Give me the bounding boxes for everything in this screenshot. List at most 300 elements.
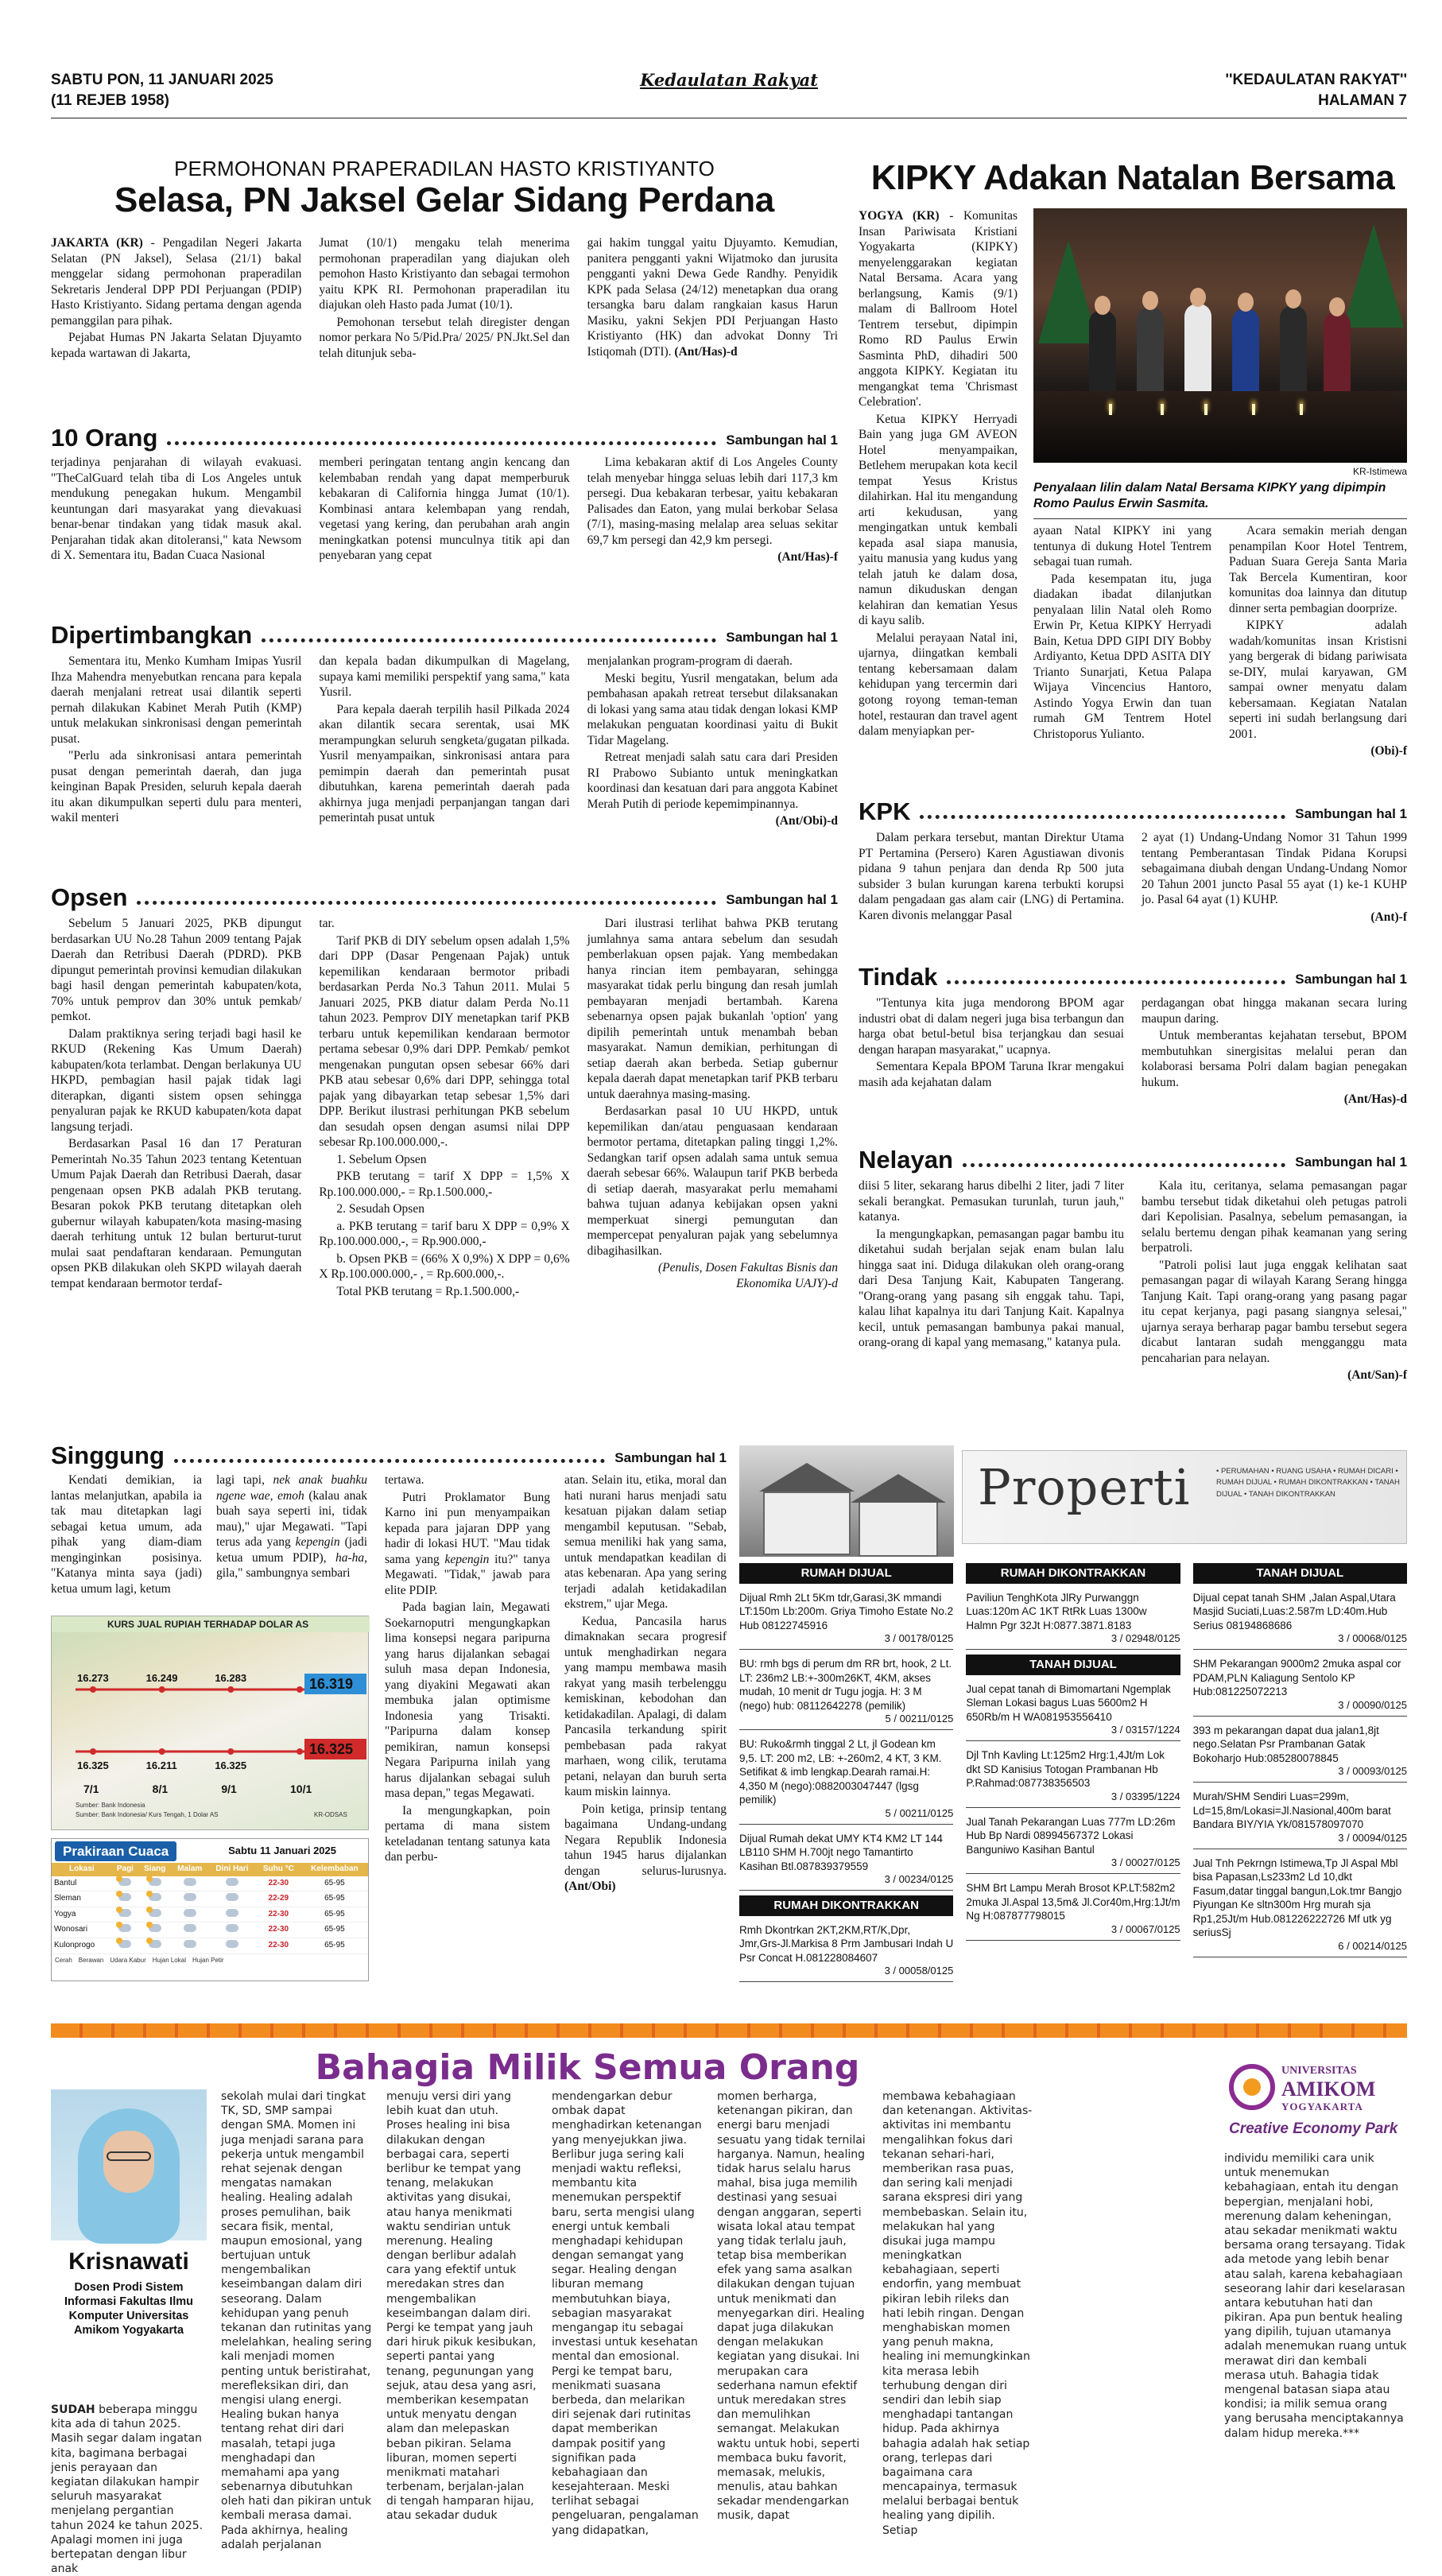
property-title: Properti (978, 1458, 1191, 1516)
person-head (1190, 288, 1206, 307)
paragraph: Berdasarkan Pasal 16 dan 17 Peraturan Pemerintah No.35 Tahun 2023 tentang Ketentuan Umum Pajak Daerah dan Retribusi Daerah, dasar pengenaan opsen PKB adalah PKB terutang. Besaran pokok PKB terutang ditetapkan oleh gubernur wilayah kabupaten/kota masing-masing daerah terhitung untuk 12 bulan berturut-turut mulai saat pendaftaran kendaraan. Pemungutan opsen PKB dilakukan oleh SKPD wilayah daerah tempat kendaraan bermotor terdaf- (51, 1137, 302, 1290)
ad-code: 3 / 03395/1224 (1111, 1790, 1180, 1802)
classified-ad (1193, 1655, 1407, 1717)
data-label-top: 16.273 (77, 1672, 109, 1684)
ad-code: 3 / 00068/0125 (1338, 1632, 1407, 1645)
paragraph: "Patroli polisi laut juga enggak kelihatan saat pemasangan pagar di wilayah Karang Serang hingga Tanjung Kait. Tapi orang-orang yang pasang pagar itu cepat kerjanya, pagi pasang siangnya selesai," ujarnya seraya berharap pagar bambu tersebut segera dicabut lantaran sudah mengganggu mata pencaharian para nelayan. (1142, 1258, 1407, 1365)
opinion-col-5: momen berharga, ketenangan pikiran, dan energi baru menjadi sesuatu yang tidak ternilai harganya. Namun, healing tidak harus selalu harus mahal, bisa juga memilih destinasi yang sesuai dengan anggaran, seperti wisata lokal atau tempat yang tidak terlalu jauh, tetap bisa memberikan efek yang sama asalkan dilakukan dengan tujuan untuk menikmati dan menyegarkan diri. Healing dapat juga dilakukan dengan melakukan kegiatan yang disukai. Ini merupakan cara sederhana namun efektif untuk meredakan stres dan memulihkan semangat. Melakukan waktu untuk hobi, seperti membaca buku favorit, memasak, melukis, menulis, atau bahkan sekadar mendengarkan musik, dapat (717, 2090, 866, 2523)
paragraph: "Tentunya kita juga mendorong BPOM agar industri obat di dalam negeri juga bisa terbangun dan harga obat betul-betul bisa terjangkau dan sesuai dengan harapan masyarakat," ucapnya. (859, 996, 1124, 1057)
category-link[interactable]: PERUMAHAN (1220, 1467, 1270, 1476)
section-title: KPK (859, 797, 911, 825)
paragraph: Pada bagian lain, Megawati Soekarnoputri mengungkapkan lima konsepsi negara paripurna yang harus dijalankan sebagai suluh masa depan Indonesia, yang diyakini Megawati akan membuka jalan optimisme Indonesia yang Trisakti. "Paripurna dalam konsep pemikiran, namun konsepsi Negara Paripurna inilah yang harus dijalankan sebagai suluh masa depan," tegas Megawati. (385, 1600, 550, 1801)
ad-text: Dijual Rmh 2Lt 5Km tdr,Garasi,3K mmandi LT:150m Lb:200m. Griya Timoho Estate No.2 Hub 08122745916 (739, 1591, 954, 1631)
paragraph: Kendati demikian, ia lantas melanjutkan, apabila ia tak mau ditetapkan lagi sebagai ketua umum, ada pihak yang diam-diam menginginkan posisinya. "Katanya minta saya (jadi) ketua umum lagi, ketum (51, 1473, 202, 1596)
opinion-col-7: individu memiliki cara unik untuk menemukan kebahagiaan, entah itu dengan bepergian, menjalani hobi, merenung dalam keheningan, atau sekadar menikmati waktu bersama orang tersayang. Tidak ada metode yang lebih benar atau salah, karena kebahagiaan seseorang lahir dari keselarasan antara kebutuhan hati dan pikiran. Apa pun bentuk healing yang dipilih, tujuan utamanya adalah menemukan ruang untuk merawat diri dan kembali merasa utuh. Bahagia tidak mengenal batasan siapa atau kondisi; ia milik semua orang yang berusaha menciptakannya dalam hidup mereka.*** (1224, 2152, 1407, 2440)
nelayan-article-body (859, 1178, 1407, 1385)
list-item: 1. Sebelum Opsen (336, 1152, 427, 1166)
section-header-singgung (51, 1441, 727, 1468)
cloudy-rain-icon (184, 1924, 196, 1932)
paragraph (385, 1490, 550, 1599)
paragraph: menjalankan program-program di daerah. (587, 654, 793, 668)
weather-location: Kulonprogo (52, 1938, 112, 1953)
face (103, 2131, 154, 2193)
classified-ad (1193, 1787, 1407, 1849)
lead-word: SUDAH (51, 2403, 95, 2416)
classified-ad (966, 1746, 1180, 1808)
weather-humidity: 65-95 (301, 1938, 368, 1953)
list-item: 2. Sesudah Opsen (336, 1202, 424, 1216)
singgung-col-1 (51, 1472, 202, 1598)
x-tick-label: 10/1 (290, 1783, 312, 1795)
category-link[interactable]: RUMAH DIJUAL (1216, 1478, 1272, 1488)
article-signature: (Ant/Obi) (564, 1880, 616, 1894)
list-item: PKB terutang = tarif X DPP = 1,5% X Rp.100.000.000,- = Rp.1.500.000,- (319, 1170, 570, 1199)
paragraph (216, 1472, 367, 1581)
article-signature: (Ant/Has)-d (674, 344, 738, 359)
weather-cell (138, 1907, 171, 1922)
section-title: Opsen (51, 883, 128, 911)
article-signature: (Ant/Obi)-d (775, 814, 838, 828)
category-header: TANAH DIJUAL (966, 1655, 1180, 1675)
date-line: SABTU PON, 11 JANUARI 2025 (51, 72, 273, 88)
partly-cloudy-icon (118, 1924, 131, 1932)
columnist-role: Dosen Prodi Sistem Informasi Fakultas Ilmu Komputer Universitas Amikom Yogyakarta (64, 2281, 193, 2337)
paragraph: perdagangan obat hingga makanan secara luring maupun daring. (1142, 996, 1407, 1026)
weather-cell (171, 1891, 208, 1907)
ad-code: 3 / 00058/0125 (884, 1965, 954, 1977)
x-tick-label: 8/1 (152, 1783, 169, 1795)
paragraph: Untuk memberantas kejahatan tersebut, BPOM membutuhkan sinergisitas melalui peran dan kolaborasi bersama Polri dalam bagian penegakan hukum. (1142, 1029, 1407, 1089)
data-point-bottom (227, 1748, 234, 1755)
ad-code: 3 / 00067/0125 (1111, 1922, 1180, 1935)
paragraph: Ia mengungkapkan, poin pertama di mana sistem keteladanan tentang satunya kata dan perbu- (385, 1803, 550, 1864)
page-number: HALAMAN 7 (1318, 91, 1407, 109)
amikom-logo-icon (1229, 2064, 1275, 2110)
paragraph: Tarif PKB di DIY sebelum opsen adalah 1,5% dari DPP (Dasar Pengenaan Pajak) untuk kepemilikan kendaraan bermotor pribadi berdasarkan Perda No.3 Tahun 2011. Mulai 5 Januari 2025, PKB diatur dalam Perda No.11 tahun 2023. Pemprov DIY menetapkan tarif PKB terbaru untuk kepemilikan kendaraan bermotor pertama sebesar 0,9% dari DPP. Pemkab/ pemkot mengenakan pungutan opsen sebesar 66% dari PKB atau sebesar 0,6% dari DPP, sehingga total pajak yang dibayarkan tetap sebesar 1,5% dari DPP. Berikut ilustrasi perhitungan PKB sebelum dan sesudah opsen dengan asumsi nilai DPP sebesar Rp.100.000.000,-. (319, 933, 570, 1150)
hasto-col-3 (587, 235, 838, 363)
kipky-photo (1033, 208, 1407, 463)
house-facade (763, 1492, 851, 1555)
continuation-ref[interactable]: Sambungan hal 1 (726, 432, 838, 448)
weather-cell (138, 1922, 171, 1938)
classified-ad (739, 1589, 953, 1651)
data-label-bottom: 16.325 (77, 1759, 109, 1771)
opinion-col-2: sekolah mulai dari tingkat TK, SD, SMP sampai dengan SMA. Momen ini juga menjadi sarana para pekerja untuk mengambil rehat sejenak dengan mengatas namakan healing. Healing adalah proses pemulihan, baik secara fisik, mental, maupun emosional, yang bertujuan untuk mengembalikan keseimbangan dalam diri seseorang. Dalam kehidupan yang penuh tekanan dan rutinitas yang melelahkan, healing sering kali menjadi momen penting untuk beristirahat, merefleksikan diri, dan mengisi ulang energi. Healing bukan hanya tentang rehat diri dari masalah, tetapi juga menghadapi dan memahami apa yang sebenarnya dibutuhkan oleh hati dan pikiran untuk kembali merasa damai. Pada akhirnya, healing adalah perjalanan (221, 2090, 372, 2551)
photo-credit: KR-Istimewa (1352, 466, 1407, 477)
category-link[interactable]: TANAH DIJUAL (1216, 1478, 1400, 1499)
logo-text: UNIVERSITAS (1281, 2065, 1357, 2077)
hasto-col-2 (319, 235, 569, 363)
opsen-article-body (51, 916, 838, 1301)
kipky-col-3 (1229, 523, 1407, 761)
leader-dots (137, 901, 716, 905)
leader-dots (167, 441, 716, 445)
weather-humidity: 65-95 (301, 1876, 368, 1891)
paragraph: Dari ilustrasi terlihat bahwa PKB terutang jumlahnya sama antara sebelum dan sesudah pemberlakuan opsen pajak. Yang membedakan hanya rincian item pembayaran, sehingga masyarakat tidak perlu bingung dan resah jumlah pembayaran menjadi bertambah. Karena sebenarnya opsen pajak bukanlah 'option' yang dipilih pemerintah untuk menambah beban masyarakat. Namun demikian, perhitungan di setiap daerah akan berbeda. Setiap gubernur kepala daerah dapat menetapkan tarif PKB terbaru untuk daerahnya masing-masing. (587, 917, 838, 1101)
date-line-hijri: (11 REJEB 1958) (51, 91, 169, 109)
chart-source-1: Sumber: Bank Indonesia (76, 1802, 145, 1809)
data-point-top (90, 1686, 96, 1693)
paragraph: Melalui perayaan Natal ini, ujarnya, diingatkan kembali tentang kebersamaan dalam kehidupan yang tercermin dari gotong royong teman-teman hotel, restauran dan travel agent dalam menyiapkan per- (859, 630, 1018, 739)
paragraph: "Perlu ada sinkronisasi antara pemerintah pusat dengan pemerintah daerah, dan juga keinginan Bapak Presiden, seluruh kepala daerah itu akan dikumpulkan seperti dulu para menteri, wakil menteri (51, 749, 302, 825)
hasto-col-1 (51, 235, 301, 363)
text-run: Poin ketiga, prinsip tentang bagaimana Undang-undang Negara Republik Indonesia tahun 1945 harus dijalankan dengan selurus-lurusnya. (564, 1802, 727, 1878)
ad-text: SHM Brt Lampu Merah Brosot KP.LT:582m2 2muka Jl.Aspal 13,5m& Jl.Cor40m,Hrg:1Jt/m Ng H:087877798015 (966, 1882, 1180, 1922)
continuation-ref[interactable]: Sambungan hal 1 (1295, 1154, 1407, 1170)
cloudy-rain-icon (184, 1909, 196, 1917)
cloudy-rain-icon (226, 1893, 238, 1901)
article-headline: Selasa, PN Jaksel Gelar Sidang Perdana (114, 180, 774, 219)
tindak-article-body (859, 995, 1407, 1109)
ad-text: Jual Tanah Pekarangan Luas 777m LD:26m Hub Bp Nardi 08994567372 Lokasi Banguniwo Kasihan Bantul (966, 1815, 1176, 1856)
dateline: YOGYA (KR) (859, 209, 940, 223)
article-signature: (Obi)-f (1370, 744, 1407, 758)
section-title: Tindak (859, 963, 938, 991)
section-header-tindak (859, 962, 1407, 989)
classified-col-3 (1193, 1563, 1407, 1987)
leader-dots (963, 1163, 1285, 1167)
ad-code: 3 / 00093/0125 (1338, 1765, 1407, 1778)
classified-list (1193, 1589, 1407, 1957)
masthead-logo: Kedaulatan Rakyat (640, 70, 818, 90)
weather-title: Prakiraan Cuaca (55, 1841, 176, 1861)
paragraph: Retreat menjadi salah satu cara dari Presiden RI Prabowo Subianto untuk meningkatkan koordinasi dan kesatuan dari para anggota Kabinet Merah Putih di periode kepemimpinannya. (587, 751, 838, 811)
category-link[interactable]: RUMAH DIKONTRAKKAN (1278, 1478, 1368, 1488)
category-link[interactable]: RUMAH DICARI (1338, 1467, 1394, 1476)
classified-ad (966, 1813, 1180, 1875)
partly-cloudy-icon (149, 1940, 161, 1948)
text-run-italic: nek anak buahku ngene wae, emoh (216, 1473, 367, 1503)
cloudy-rain-icon (226, 1940, 238, 1948)
category-link[interactable]: TANAH DIKONTRAKKAN (1248, 1489, 1335, 1499)
cloudy-rain-icon (226, 1878, 238, 1886)
article-kicker: PERMOHONAN PRAPERADILAN HASTO KRISTIYANTO (174, 157, 715, 180)
weather-cell (208, 1876, 256, 1891)
weather-row (52, 1876, 368, 1891)
data-label-bottom: 16.325 (215, 1759, 247, 1771)
continuation-ref[interactable]: Sambungan hal 1 (614, 1449, 727, 1465)
paragraph: tertawa. (385, 1473, 424, 1487)
x-tick-label: 7/1 (83, 1783, 99, 1795)
ad-text: Dijual Rumah dekat UMY KT4 KM2 LT 144 LB110 SHM H.700jt nego Tamantirto Kasihan Btl.087839379559 (739, 1832, 943, 1872)
classified-ad (966, 1879, 1180, 1941)
paragraph: tar. (319, 917, 335, 930)
header-date (51, 70, 273, 111)
header-page-info (1226, 70, 1407, 111)
weather-temperature: 22-29 (256, 1891, 301, 1907)
paragraph: Berdasarkan pasal 10 UU HKPD, untuk kepemilikan dan/atau penguasaan kendaraan bermotor pertama, ditetapkan paling tinggi 1,2%. Sedangkan tarif opsen adalah sama untuk semua daerah sebesar 66%. Walaupun tarif PKB berbeda di setiap daerah, masyarakat perlu memahami bahwa tujuan adanya kebijakan opsen yakni memperkuat sinergi pemungutan dan mempercepat penyaluran pajak yang sebelumnya dibagihasilkan. (587, 1104, 838, 1258)
person-head (1329, 297, 1345, 316)
person-head (1095, 296, 1111, 315)
partly-cloudy-icon (118, 1893, 131, 1901)
dateline: JAKARTA (KR) (51, 236, 143, 250)
weather-row (52, 1938, 368, 1953)
weather-temperature: 22-30 (256, 1938, 301, 1953)
paragraph: KIPKY adalah wadah/komunitas insan Kristisni yang bergerak di bidang pariwisata se-DIY, mulai karyawan, GM sampai owner menyatu dalam kebersamaan. Kegiatan Natalan seperti ini sudah berlangsung dari 2001. (1229, 619, 1407, 741)
paragraph: Pada kesempatan itu, juga diadakan ibadat dilanjutkan penyalaan lilin Natal oleh Romo Erwin Pr, Ketua KIPKY Herryadi Bain, Ketua DPD GIPI DIY Bobby Ardiyanto, Ketua DPD ASITA DIY Trianto Sunarjati, Ketua Palapa Wijaya Vincencius Hantoro, Astindo Yogya Erwin dan tuan rumah GM Tentrem Hotel Christoporus Yulianto. (1033, 572, 1211, 741)
weather-cell (171, 1938, 208, 1953)
text-run: , gila," sambungnya sembari (216, 1550, 367, 1581)
list-item: a. PKB terutang = tarif baru X DPP = 0,9% X Rp.100.000.000,-, = Rp.900.000,- (319, 1219, 570, 1249)
ad-text: Djl Tnh Kavling Lt:125m2 Hrg:1,4Jt/m Lok dkt SD Kanisius Totogan Prambanan Hb P.Rahmad:087738356503 (966, 1749, 1165, 1790)
article-signature: (Penulis, Dosen Fakultas Bisnis dan Ekonomika UAJY)-d (657, 1261, 838, 1290)
paragraph-text: - Komunitas Insan Pariwisata Kristiani Yogyakarta (KIPKY) menyelenggarakan kegiatan Natal Bersama. Acara yang berlangsung, Kamis (9/1) malam di Ballroom Hotel Tentrem tersebut, dipimpin Romo RD Paulus Erwin Sasminta PhD, dihadiri 500 anggota KIPKY. Kegiatan itu mengangkat tema 'Chrismast Celebration'. (859, 209, 1018, 409)
weather-legend-item: Hujan Lokal (152, 1956, 186, 1964)
paragraph: Ketua KIPKY Herryadi Bain yang juga GM AVEON Hotel menyampaikan, Betlehem merupakan kota kecil tempat Yesus Kristus dilahirkan. Hal itu mengandung arti kekudusan, yang mengingatkan untuk kembali kepada asal siapa manusia, yaitu manusia yang kudus yang telah jatuh ke dalam dosa, namun dikuduskan dengan kelahiran dan kematian Yesus di kayu salib. (859, 412, 1018, 628)
ad-text: Dijual cepat tanah SHM ,Jalan Aspal,Utara Masjid Suciati,Luas:2.587m LD:40m.Hub Serius 08194868686 (1192, 1591, 1396, 1631)
paragraph: ayaan Natal KIPKY ini yang tentunya di dukung Hotel Tentrem sebagai tuan rumah. (1033, 524, 1211, 569)
classified-ad (739, 1735, 953, 1825)
classified-ad (1193, 1854, 1407, 1957)
partly-cloudy-icon (118, 1878, 131, 1886)
weather-table-body (52, 1876, 368, 1953)
partly-cloudy-icon (149, 1878, 161, 1886)
weather-row (52, 1891, 368, 1907)
weather-column-header: Malam (171, 1863, 208, 1876)
continuation-ref[interactable]: Sambungan hal 1 (1295, 805, 1407, 821)
cloudy-rain-icon (226, 1909, 238, 1917)
chart-badge-high-value: 16.319 (309, 1676, 354, 1692)
house-roof (759, 1463, 855, 1492)
christmas-tree (1343, 224, 1404, 328)
section-header-opsen (51, 883, 838, 910)
page-header (51, 70, 1407, 114)
chart-code: KR-ODSAS (314, 1811, 347, 1818)
data-label-bottom: 16.211 (145, 1759, 177, 1771)
weather-cell (208, 1907, 256, 1922)
article-signature: (Ant)-f (1370, 910, 1407, 924)
kipky-headline: KIPKY Adakan Natalan Bersama (870, 158, 1395, 197)
ad-text: 393 m pekarangan dapat dua jalan1,8jt nego.Selatan Psr Prambanan Gatak Bokoharjo Hub:085280078845 (1192, 1724, 1379, 1764)
chart-source-2: Sumber: Bank Indonesia/ Kurs Tengah, 1 Dolar AS (76, 1811, 219, 1818)
category-header: RUMAH DIJUAL (739, 1563, 953, 1584)
list-item: b. Opsen PKB = (66% X 0,9%) X DPP = 0,6% X Rp.100.000.000,- , = Rp.600.000,-. (319, 1251, 570, 1282)
category-link[interactable]: RUANG USAHA (1276, 1467, 1332, 1476)
paragraph: Lima kebakaran aktif di Los Angeles County telah menyebar hingga seluas lebih dari 117,3 km persegi. Dua kebakaran terbesar, yaitu kebakaran Palisades dan Eaton, yang mulai berkobar Selasa (7/1), masing-masing melalap area seluas sekitar 69,7 km persegi dan 42,9 km persegi. (587, 456, 838, 547)
hasto-article-body (51, 235, 838, 363)
weather-temperature: 22-30 (256, 1876, 301, 1891)
paragraph: Dalam perkara tersebut, mantan Direktur Utama PT Pertamina (Persero) Karen Agustiawan divonis pidana 9 tahun penjara dan denda Rp 500 juta subsider 3 bulan kurungan karena terbukti korupsi dalam pengadaan gas alam cair (LNG) di Pertamina. Karen divonis melanggar Pasal (859, 831, 1124, 922)
weather-cell (171, 1876, 208, 1891)
person (1184, 304, 1211, 405)
dipertimbangkan-article-body (51, 654, 838, 831)
classified-list (739, 1921, 953, 1983)
weather-cell (171, 1922, 208, 1938)
ad-text: Murah/SHM Sendiri Luas=299m, Ld=15,8m/Lokasi=Jl.Nasional,400m barat Bandara BIY/YIA Yk/081578097070 (1192, 1790, 1391, 1831)
weather-cell (112, 1922, 138, 1938)
paragraph: Ia mengungkapkan, pemasangan pagar bambu itu diketahui sudah berjalan sejak enam bulan lalu hingga saat ini. Diduga dilakukan oleh orang-orang dari Desa Tanjung Kait, Kabupaten Tangerang. "Orang-orang yang pasang sih enggak tahu. Tapi, kalau lihat kapalnya itu dari Tanjung Kait. Kapalnya kecil, untuk pemasangan bambunya pakai manual, orang-orang di kapal yang memasang," katanya pula. (859, 1227, 1124, 1350)
opinion-col-1 (51, 2403, 207, 2576)
ad-code: 3 / 00094/0125 (1338, 1831, 1407, 1844)
ad-text: Jual Tnh Pekrngn Istimewa,Tp Jl Aspal Mbl bisa Papasan,Ls233m2 Ld 10,dkt Fasum,datar tinggal bangun,Lok.tmr Bangjo Piyungan Ke sltn300m Hrg murah sja Rp1,25Jt/m Hub.081226222726 Mf utk yg seriusSj (1192, 1856, 1402, 1939)
paragraph (564, 1802, 727, 1895)
paper-name: ''KEDAULATAN RAKYAT'' (1225, 72, 1407, 88)
category-header: RUMAH DIKONTRAKKAN (739, 1895, 953, 1916)
data-point-bottom (297, 1748, 303, 1755)
candle (1161, 404, 1164, 415)
ad-code: 3 / 00234/0125 (884, 1873, 954, 1886)
weather-location: Sleman (52, 1891, 112, 1907)
candle (1109, 404, 1112, 415)
opinion-col-6: membawa kebahagiaan dan ketenangan. Aktivitas-aktivitas ini membantu mengalihkan fokus dari tekanan sehari-hari, memberikan rasa puas, dan sering kali menjadi sarana ekspresi diri yang membebaskan. Selain itu, melakukan hal yang disukai juga mampu meningkatkan kebahagiaan, seperti endorfin, yang membuat pikiran lebih rileks dan hati lebih ringan. Dengan menghabiskan momen yang penuh makna, healing ini memungkinkan kita merasa lebih terhubung dengan diri sendiri dan lebih siap menghadapi tantangan hidup. Pada akhirnya bahagia adalah hak setiap orang, terlepas dari bagaimana cara mencapainya, termasuk melalui berbagai bentuk healing yang dipilih. Setiap (882, 2090, 1033, 2537)
partly-cloudy-icon (118, 1940, 131, 1948)
weather-location: Wonosari (52, 1922, 112, 1938)
paragraph: atan. Selain itu, etika, moral dan hati nurani harus menjadi satu kesatuan pijakan dalam setiap mengambil keputusan. "Sebab, semua meniliki hak yang sama, untuk mendapatkan keadilan di atas kebenaran. Apa yang sering terjadi adalah ketidakadilan ekstrem," ujar Mega. (564, 1473, 727, 1612)
text-run: (kalau anak buah saya seperti ini, tidak mau)," ujar Megawati. "Tapi terus ada yang (216, 1488, 367, 1550)
text-run-italic: kepengin (444, 1552, 490, 1566)
category-header: TANAH DIJUAL (1193, 1563, 1407, 1584)
chart-badge-low-value: 16.325 (309, 1741, 354, 1757)
logo-text: YOGYAKARTA (1281, 2101, 1363, 2112)
weather-cell (112, 1938, 138, 1953)
ad-text: Rmh Dkontrkan 2KT,2KM,RT/K,Dpr, Jmr,Grs-Jl.Markisa 8 Prm Jambusari Indah U Psr Concat H.081228084607 (739, 1923, 954, 1964)
opinion-col-3: menuju versi diri yang lebih kuat dan utuh. Proses healing ini bisa dilakukan dengan berbagai cara, seperti berlibur ke tempat yang tenang, melakukan aktivitas yang disukai, atau hanya menikmati waktu sendirian untuk merenung. Healing dengan berlibur adalah cara yang efektif untuk meredakan stres dan mengembalikan keseimbangan dalam diri. Pergi ke tempat yang jauh dari hiruk pikuk kesibukan, seperti pantai yang tenang, pegunungan yang sejuk, atau desa yang asri, memberikan kesempatan untuk menyatu dengan alam dan melepaskan beban pikiran. Selama liburan, momen seperti menikmati matahari terbenam, berjalan-jalan di tengah hamparan hijau, atau sekadar duduk (386, 2090, 537, 2523)
section-title: Dipertimbangkan (51, 621, 253, 649)
category-header: RUMAH DIKONTRAKKAN (966, 1563, 1180, 1584)
paragraph: diisi 5 liter, sekarang harus dibelhi 2 liter, jadi 7 liter sekali berangkat. Pemasukan turunlah, turun jauh," katanya. (859, 1179, 1124, 1224)
weather-column-header: Lokasi (52, 1863, 112, 1876)
data-label-top: 16.249 (145, 1672, 178, 1684)
paragraph: terjadinya penjarahan di wilayah evakuasi. "TheCalGuard telah tiba di Los Angeles untuk mendukung penegakan hukum. Mengambil keuntungan dari masyarakat yang dievakuasi benar-benar tindakan yang tidak masuk akal. Penjarahan tidak akan ditoleransi," kata Newsom di X. Sementara itu, Badan Cuaca Nasional (51, 456, 302, 563)
weather-cell (208, 1938, 256, 1953)
paragraph: Pemohonan tersebut telah diregister dengan nomor perkara No 5/Pid.Pra/ 2025/ PN.Jkt.Sel dan telah ditunjuk seba- (319, 315, 570, 360)
orang-article-body (51, 455, 838, 567)
columnist-name: Krisnawati (68, 2248, 189, 2275)
chart-title: KURS JUAL RUPIAH TERHADAP DOLAR AS (107, 1619, 309, 1630)
weather-cell (138, 1891, 171, 1907)
data-point-bottom (90, 1748, 96, 1755)
weather-location: Yogya (52, 1907, 112, 1922)
paragraph: Kala itu, ceritanya, selama pemasangan pagar bambu tersebut tidak diketahui oleh petugas patroli dari Kepolisian. Pasalnya, sebelum pemasangan, ia selalu bertemu dengan pihak keamanan yang sering berpatroli. (1142, 1179, 1407, 1255)
candle (1252, 404, 1255, 415)
weather-cell (138, 1876, 171, 1891)
weather-date: Sabtu 11 Januari 2025 (228, 1845, 336, 1856)
text-run-italic: kepengin (295, 1535, 340, 1550)
x-tick-label: 9/1 (221, 1783, 237, 1795)
ad-code: 3 / 00178/0125 (884, 1632, 954, 1645)
singgung-col-4 (564, 1472, 727, 1896)
continuation-ref[interactable]: Sambungan hal 1 (726, 891, 838, 907)
ad-code: 5 / 00211/0125 (885, 1713, 954, 1725)
property-classifieds (739, 1563, 1407, 1987)
paragraph (587, 235, 838, 359)
section-header-kpk (859, 797, 1407, 824)
ad-text: Paviliun TenghKota JlRy Purwanggn Luas:120m AC 1KT RtRk Luas 1300w Halmn Pgr 32Jt H:0877.3871.8183 (966, 1591, 1147, 1631)
paragraph: Para kepala daerah terpilih hasil Pilkada 2024 akan dilantik secara serentak, usai MK merampungkan seluruh sengketa/gugatan pilkada. Yusril menyampaikan, sinkronisasi antara para pemimpin daerah dan pemerintah pusat dibutuhkan, karena pemerintah daerah pada akhirnya juga menjadi perpanjangan tangan dari pemerintah pusat untuk (319, 702, 570, 825)
classified-ad (966, 1680, 1180, 1742)
leader-dots (174, 1459, 605, 1463)
paragraph: Kedua, Pancasila harus dimaknakan secara progresif untuk menghadirkan negara yang mampu membawa masih rakyat yang masih terbelenggu kemiskinan, kebodohan dan ketidakadilan. Apalagi, di dalam Pancasila terkandung spirit pembebasan pada rakyat marhaen, wong cilik, terutama petani, nelayan dan buruh serta kaum miskin lainnya. (564, 1614, 727, 1799)
weather-temperature: 22-30 (256, 1922, 301, 1938)
weather-column-header: Siang (138, 1863, 171, 1876)
paragraph: dan kepala badan dikumpulkan di Magelang, supaya kami memiliki perspektif yang sama," kata Yusril. (319, 654, 570, 700)
classified-col-2 (966, 1563, 1180, 1987)
classified-ad (966, 1589, 1180, 1651)
singgung-col-2 (216, 1472, 367, 1583)
weather-legend-item: Udara Kabur (110, 1956, 146, 1964)
data-point-bottom (159, 1748, 165, 1755)
paragraph: Acara semakin meriah dengan penampilan Koor Hotel Tentrem, Paduan Suara Gereja Santa Maria Tak Bercela Kumentiran, koor komunitas doa lainnya dan ditutup dinner serta pembagian doorprize. (1229, 524, 1407, 615)
cloudy-rain-icon (184, 1878, 196, 1886)
caption-rule (1033, 518, 1407, 519)
ad-code: 6 / 00214/0125 (1338, 1939, 1407, 1952)
weather-legend-item: Hujan Petir (192, 1956, 224, 1964)
singgung-col-3 (385, 1472, 550, 1867)
text-run: itu?" tanya Megawati. "Tidak," jawab para elite PDIP. (385, 1552, 551, 1597)
text-run: (jadi ketua umum PDIP), (216, 1535, 367, 1565)
leader-dots (947, 980, 1285, 984)
weather-row (52, 1922, 368, 1938)
weather-cell (112, 1876, 138, 1891)
person-head (1238, 293, 1254, 312)
section-header-10-orang (51, 423, 838, 450)
house-roof (851, 1474, 946, 1503)
weather-table-header (52, 1863, 368, 1876)
ad-code: 3 / 00027/0125 (1111, 1856, 1180, 1869)
logo-text: AMIKOM (1281, 2077, 1376, 2101)
continuation-ref[interactable]: Sambungan hal 1 (726, 629, 838, 645)
columnist-photo (51, 2089, 207, 2240)
text-run: Putri Proklamator Bung Karno ini pun menyampaikan kepada para jajaran DPP yang hadir di lokasi HUT. "Mau tidak sama yang (385, 1490, 550, 1566)
exchange-rate-chart (51, 1616, 369, 1830)
weather-legend-item: Cerah (55, 1956, 72, 1964)
weather-cell (208, 1922, 256, 1938)
classified-ad (1193, 1721, 1407, 1783)
weather-temperature: 22-30 (256, 1907, 301, 1922)
paragraph: 2 ayat (1) Undang-Undang Nomor 31 Tahun 1999 tentang Pemberantasan Tindak Pidana Korupsi sebagaimana diubah dengan Undang-Undang Nomor 20 Tahun 2001 juncto Pasal 55 ayat (1) ke-1 KUHP jo. Pasal 64 ayat (1) KUHP. (1142, 831, 1407, 907)
house-facade (859, 1501, 938, 1557)
continuation-ref[interactable]: Sambungan hal 1 (1295, 971, 1407, 987)
opinion-col-4: mendengarkan debur ombak dapat menghadirkan ketenangan yang menyejukkan jiwa. Berlibur juga sering kali menjadi waktu refleksi, membantu kita menemukan perspektif baru, serta mengisi ulang energi untuk kembali menghadapi kehidupan dengan semangat yang segar. Healing dengan liburan memang membutuhkan biaya, sebagian masyarakat mengangap itu sebagai investasi untuk kesehatan mental dan emosional. Pergi ke tempat baru, menikmati suasana berbeda, dan melarikan diri sejenak dari rutinitas dapat memberikan dampak positif yang signifikan pada kebahagiaan dan kesejahteraan. Meski terlihat sebagai pengeluaran, pengalaman yang didapatkan, (552, 2090, 702, 2537)
classified-ad (739, 1921, 953, 1983)
paragraph: Sementara itu, Menko Kumham Imipas Yusril Ihza Mahendra menyebutkan rencana para kepala daerah menjalani retreat usai dilantik seperti pernah dilakukan Kabinet Merah Putih (KMP) untuk melakukan sinkronisasi dengan pemerintah pusat. (51, 654, 302, 746)
paragraph: Sementara Kepala BPOM Taruna Ikrar mengakui masih ada kejahatan dalam (859, 1060, 1124, 1089)
paragraph: Dalam praktiknya sering terjadi bagi hasil ke RKUD (Rekening Kas Umum Daerah) kabupaten/kota terlambat. Dengan berlakunya UU HKPD, pembagian hasil pajak tidak lagi diterapkan, diganti sistem opsen sehingga penyaluran pajak ke RKUD kabupaten/kota dapat langsung terjadi. (51, 1026, 302, 1134)
ad-text: SHM Pekarangan 9000m2 2muka aspal cor PDAM,PLN Kaliagung Sentolo KP Hub:081225072213 (1192, 1658, 1401, 1698)
leader-dots (920, 815, 1285, 819)
person-head (1285, 289, 1301, 308)
person-head (1142, 291, 1158, 310)
weather-cell (112, 1907, 138, 1922)
property-house-photo (739, 1445, 954, 1557)
classified-list (739, 1589, 953, 1891)
paragraph-text: gai hakim tunggal yaitu Djuyamto. Kemudian, panitera pengganti yakni Wijatmoko dan jurusita pengganti yakni Dewa Gede Randhy. Penyidik KPK pada Selasa (24/12) menetapkan dua orang tersangka baru dalam rangkaian kasus Harun Masiku, yakni Sekjen PDI Perjuangan Hasto Kristiyanto (HK) dan advokat Donny Tri Istiqomah (DTI). (587, 236, 838, 359)
cloudy-rain-icon (226, 1924, 238, 1932)
section-header-dipertimbangkan (51, 620, 838, 647)
weather-location: Bantul (52, 1876, 112, 1891)
data-point-top (159, 1686, 165, 1693)
paragraph: Sebelum 5 Januari 2025, PKB dipungut berdasarkan UU No.28 Tahun 2009 tentang Pajak Daerah dan Retribusi Daerah (PDRD). PKB dipungut pemerintah provinsi kemudian dilakukan bagi hasil dengan pemerintah kabupaten/kota, 70% untuk pemprov dan 30% untuk pemkab/ pemkot. (51, 917, 302, 1024)
paragraph: Meski begitu, Yusril mengatakan, belum ada pembahasan apakah retreat tersebut dilaksanakan di lokasi yang sama atau tidak dengan lokasi KMP melakukan penguatan koordinasi yaitu di Bukit Tidar Magelang. (587, 671, 838, 747)
article-signature: (Ant/Has)-f (777, 550, 838, 564)
section-header-nelayan (859, 1145, 1407, 1172)
section-title: Nelayan (859, 1146, 953, 1174)
weather-column-header: Suhu °C (256, 1863, 301, 1876)
partly-cloudy-icon (149, 1909, 161, 1917)
partly-cloudy-icon (149, 1893, 161, 1901)
weather-legend (52, 1954, 368, 1967)
ad-text: Jual cepat tanah di Bimomartani Ngemplak Sleman Lokasi bagus Luas 5600m2 H 650Rb/m H WA081953556410 (966, 1682, 1171, 1723)
weather-humidity: 65-95 (301, 1907, 368, 1922)
weather-row (52, 1907, 368, 1922)
leader-dots (262, 638, 716, 642)
property-categories: • PERUMAHAN • RUANG USAHA • RUMAH DICARI • RUMAH DIJUAL • RUMAH DIKONTRAKKAN • TANAH DIJUAL • TANAH DIKONTRAKKAN (1216, 1467, 1400, 1499)
ad-text: BU: rmh bgs di perum dm RR brt, hook, 2 Lt. LT: 236m2 LB:+-300m26KT, 4KM, akses mudah, 10 menit dr Tugu jogja. H: 3 M (nego) hub: 08112642278 (pemilik) (739, 1658, 952, 1712)
candle (1300, 404, 1303, 415)
data-point-top (297, 1686, 303, 1693)
weather-humidity: 65-95 (301, 1891, 368, 1907)
ad-code: 3 / 03157/1224 (1111, 1724, 1180, 1736)
